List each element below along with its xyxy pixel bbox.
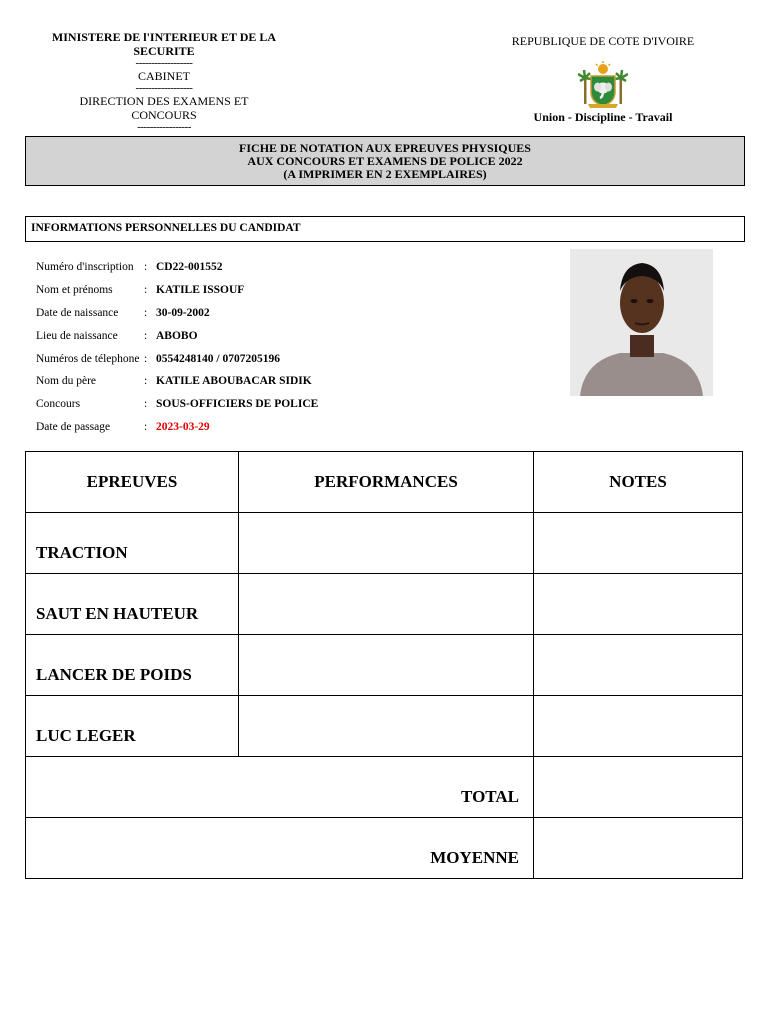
table-row [26, 574, 743, 635]
info-value: KATILE ABOUBACAR SIDIK [156, 375, 312, 388]
title-line: AUX CONCOURS ET EXAMENS DE POLICE 2022 [247, 154, 523, 168]
direction-name: DIRECTION DES EXAMENS ET CONCOURS [79, 94, 249, 122]
header-epreuves: EPREUVES [26, 452, 239, 513]
grading-table [25, 451, 743, 879]
info-label: Date de passage [36, 420, 111, 433]
info-value: SOUS-OFFICIERS DE POLICE [156, 398, 319, 411]
ministry-name: MINISTERE DE l'INTERIEUR ET DE LA SECURITE [51, 30, 277, 58]
info-label: Nom du père [36, 375, 97, 388]
republic-name: REPUBLIQUE DE COTE D'IVOIRE [511, 34, 695, 48]
note-cell[interactable] [534, 513, 743, 574]
national-motto: Union - Discipline - Travail [533, 110, 673, 124]
section-header: INFORMATIONS PERSONNELLES DU CANDIDAT [25, 216, 745, 242]
total-row [26, 757, 743, 818]
exam-date-value: 2023-03-29 [156, 420, 210, 433]
info-row-father [36, 370, 318, 393]
info-separator: : [144, 420, 148, 433]
info-label: Concours [36, 398, 81, 411]
header-notes: NOTES [534, 452, 743, 513]
info-separator: : [144, 261, 148, 274]
info-separator: : [144, 329, 148, 342]
performance-cell[interactable] [239, 696, 534, 757]
event-luc-leger: LUC LEGER [26, 696, 239, 757]
info-row-exam-date [36, 416, 318, 439]
performance-cell[interactable] [239, 574, 534, 635]
candidate-info [36, 256, 318, 438]
header-performances: PERFORMANCES [239, 452, 534, 513]
candidate-photo [570, 249, 713, 396]
event-traction: TRACTION [26, 513, 239, 574]
average-label: MOYENNE [26, 818, 534, 879]
event-shot-put: LANCER DE POIDS [26, 635, 239, 696]
info-row-birthplace [36, 324, 318, 347]
performance-cell[interactable] [239, 635, 534, 696]
cabinet-label: CABINET [138, 69, 190, 83]
info-value: KATILE ISSOUF [156, 284, 245, 297]
info-label: Date de naissance [36, 306, 119, 319]
coat-of-arms-icon [578, 60, 628, 110]
divider: ----------------- [137, 121, 191, 133]
title-line: (A IMPRIMER EN 2 EXEMPLAIRES) [283, 167, 487, 181]
event-high-jump: SAUT EN HAUTEUR [26, 574, 239, 635]
table-row [26, 513, 743, 574]
info-label: Nom et prénoms [36, 284, 113, 297]
info-value: ABOBO [156, 329, 198, 342]
info-label: Numéro d'inscription [36, 261, 134, 274]
title-line: FICHE DE NOTATION AUX EPREUVES PHYSIQUES [239, 141, 531, 155]
info-label: Numéros de télephone [36, 352, 140, 365]
table-row [26, 635, 743, 696]
info-separator: : [144, 284, 148, 297]
note-cell[interactable] [534, 696, 743, 757]
average-cell[interactable] [534, 818, 743, 879]
total-label: TOTAL [26, 757, 534, 818]
table-header-row [26, 452, 743, 513]
info-separator: : [144, 398, 148, 411]
info-label: Lieu de naissance [36, 329, 118, 342]
note-cell[interactable] [534, 574, 743, 635]
note-cell[interactable] [534, 635, 743, 696]
info-separator: : [144, 375, 148, 388]
info-value: CD22-001552 [156, 261, 223, 274]
info-value: 30-09-2002 [156, 306, 210, 319]
total-cell[interactable] [534, 757, 743, 818]
info-value: 0554248140 / 0707205196 [156, 352, 280, 365]
document-title [25, 136, 745, 186]
info-row-contest [36, 393, 318, 416]
divider: ------------------ [135, 57, 193, 69]
ministry-header [48, 30, 280, 133]
divider: ------------------ [135, 82, 193, 94]
performance-cell[interactable] [239, 513, 534, 574]
info-row-phone [36, 347, 318, 370]
table-row [26, 696, 743, 757]
info-row-birthdate [36, 302, 318, 325]
info-row-registration [36, 256, 318, 279]
info-separator: : [144, 352, 148, 365]
info-separator: : [144, 306, 148, 319]
info-row-name [36, 279, 318, 302]
average-row [26, 818, 743, 879]
